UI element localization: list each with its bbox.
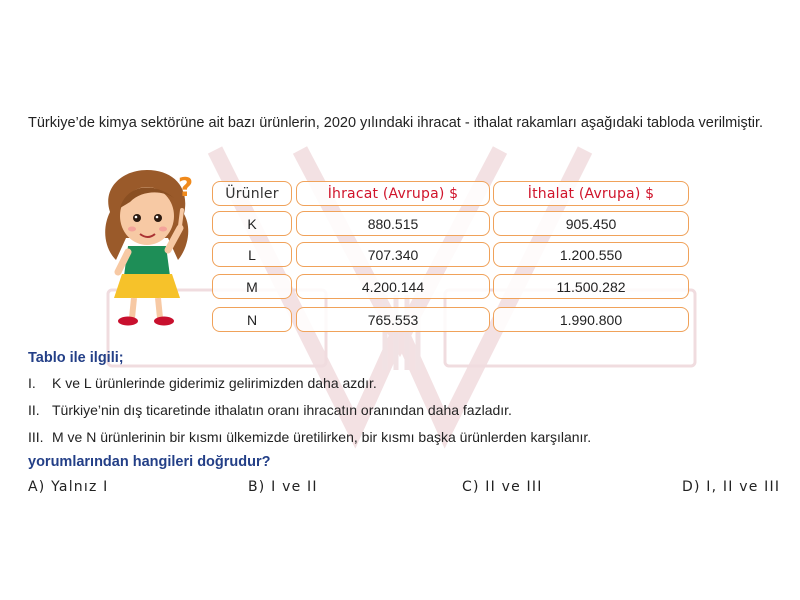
question-mark-icon: ?: [178, 173, 194, 203]
option-b[interactable]: B) I ve II: [248, 479, 318, 495]
product-cell: M: [212, 274, 292, 299]
table-header-products: Ürünler: [212, 181, 292, 206]
question-ask: yorumlarından hangileri doğrudur?: [28, 454, 271, 470]
option-d[interactable]: D) I, II ve III: [682, 479, 781, 495]
statement: [28, 402, 512, 418]
statement-text: M ve N ürünlerinin bir kısmı ülkemizde üretilirken, bir kısmı başka ürünlerden karşılanır.: [52, 429, 592, 445]
import-cell: 1.990.800: [493, 307, 689, 332]
import-cell: 11.500.282: [493, 274, 689, 299]
statement-number: II.: [28, 402, 40, 418]
option-a[interactable]: A) Yalnız I: [28, 479, 109, 495]
import-cell: 1.200.550: [493, 242, 689, 267]
product-cell: K: [212, 211, 292, 236]
export-cell: 4.200.144: [296, 274, 490, 299]
export-cell: 880.515: [296, 211, 490, 236]
import-cell: 905.450: [493, 211, 689, 236]
table-header-import: İthalat (Avrupa) $: [493, 181, 689, 206]
export-cell: 707.340: [296, 242, 490, 267]
statement: [28, 429, 591, 445]
table-header-export: İhracat (Avrupa) $: [296, 181, 490, 206]
product-cell: N: [212, 307, 292, 332]
product-cell: L: [212, 242, 292, 267]
question-intro: Türkiye’de kimya sektörüne ait bazı ürünlerin, 2020 yılındaki ihracat - ithalat rakamları aşağıdaki tabloda verilmiştir.: [28, 115, 764, 131]
statement-text: K ve L ürünlerinde giderimiz gelirimizden daha azdır.: [52, 375, 377, 391]
export-cell: 765.553: [296, 307, 490, 332]
statement-number: I.: [28, 375, 36, 391]
question-prompt: Tablo ile ilgili;: [28, 350, 124, 366]
thinking-girl-illustration: [92, 168, 210, 330]
statement-number: III.: [28, 429, 44, 445]
option-c[interactable]: C) II ve III: [462, 479, 543, 495]
statement-text: Türkiye’nin dış ticaretinde ithalatın oranı ihracatın oranından daha fazladır.: [52, 402, 512, 418]
statement: [28, 375, 377, 391]
